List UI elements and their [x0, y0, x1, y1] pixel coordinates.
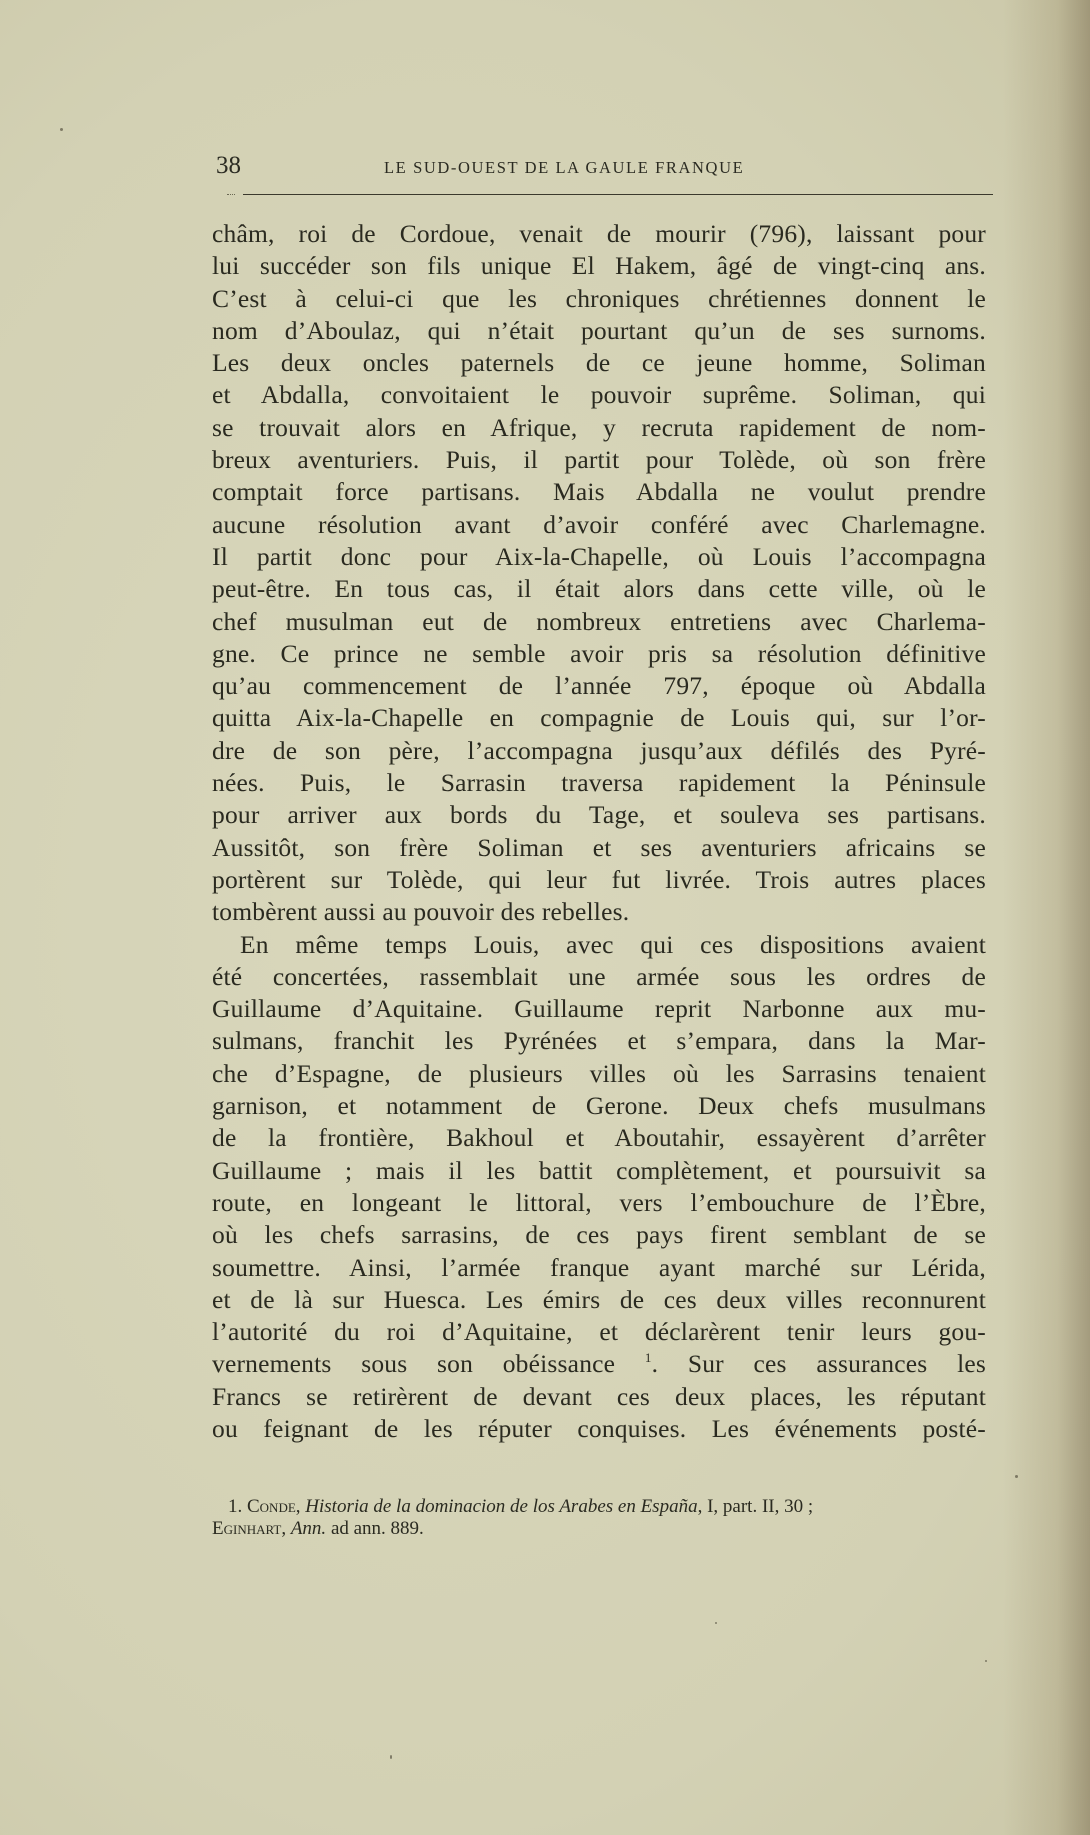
footnote-author: Eginhart: [212, 1518, 282, 1539]
footnote-title: Ann.: [290, 1518, 327, 1539]
text-line: breux aventuriers. Puis, il partit pour Tolède, où son frère: [212, 445, 986, 475]
text-line: nom d’Aboulaz, qui n’était pourtant qu’un de ses surnoms.: [212, 315, 986, 345]
body-text: [212, 218, 986, 1445]
text-line: châm, roi de Cordoue, venait de mourir (796), laissant pour: [212, 219, 986, 248]
footnote-number: 1.: [228, 1496, 243, 1517]
text-segment: vernements sous son obéissance: [212, 1349, 645, 1379]
text-segment: . Sur ces assurances les: [651, 1349, 986, 1379]
paper-speck: [985, 1660, 987, 1662]
text-line: soumettre. Ainsi, l’armée franque ayant marché sur Lérida,: [212, 1252, 986, 1282]
text-line: nées. Puis, le Sarrasin traversa rapidement la Péninsule: [212, 768, 986, 798]
text-line: C’est à celui-ci que les chroniques chrétiennes donnent le: [212, 283, 986, 313]
paper-speck: [715, 1622, 717, 1624]
running-head: [216, 152, 996, 186]
footnote-1-continued: Eginhart, Ann. ad ann. 889.: [212, 1518, 424, 1539]
footnote-author: Conde: [247, 1496, 296, 1517]
running-title: LE SUD-OUEST DE LA GAULE FRANQUE: [384, 158, 745, 177]
text-line: comptait force partisans. Mais Abdalla ne voulut prendre: [212, 477, 986, 507]
text-line: Guillaume d’Aquitaine. Guillaume reprit Narbonne aux mu-: [212, 994, 986, 1024]
text-line: chef musulman eut de nombreux entretiens avec Charlema-: [212, 606, 986, 636]
text-line: l’autorité du roi d’Aquitaine, et déclarèrent tenir leurs gou-: [212, 1317, 986, 1347]
footnote-title: Historia de la dominacion de los Arabes en España: [305, 1496, 698, 1517]
text-line: se trouvait alors en Afrique, y recruta rapidement de nom-: [212, 412, 986, 442]
text-line: Il partit donc pour Aix-la-Chapelle, où Louis l’accompagna: [212, 541, 986, 571]
page-number: 38: [216, 152, 241, 179]
footnote-1: 1. Conde, Historia de la dominacion de los Arabes en España, I, part. II, 30 ;: [228, 1496, 814, 1517]
paper-speck: [60, 128, 63, 131]
text-line: de la frontière, Bakhoul et Aboutahir, essayèrent d’arrêter: [212, 1123, 986, 1153]
text-line: Aussitôt, son frère Soliman et ses aventuriers africains se: [212, 832, 986, 862]
text-line: gne. Ce prince ne semble avoir pris sa résolution définitive: [212, 638, 986, 668]
text-line: che d’Espagne, de plusieurs villes où les Sarrasins tenaient: [212, 1058, 986, 1088]
footnote-citation: , I, part. II, 30 ;: [697, 1496, 814, 1517]
header-rule: [243, 194, 993, 195]
text-line: Les deux oncles paternels de ce jeune homme, Soliman: [212, 348, 986, 378]
text-line: été concertées, rassemblait une armée sous les ordres de: [212, 961, 986, 991]
text-line: lui succéder son fils unique El Hakem, âgé de vingt-cinq ans.: [212, 251, 986, 281]
text-line: pour arriver aux bords du Tage, et souleva ses partisans.: [212, 800, 986, 830]
footnote-citation: ad ann. 889.: [326, 1518, 424, 1539]
text-line: ou feignant de les réputer conquises. Les événements posté-: [212, 1413, 986, 1443]
text-line: peut-être. En tous cas, il était alors dans cette ville, où le: [212, 574, 986, 604]
text-line: aucune résolution avant d’avoir conféré avec Charlemagne.: [212, 509, 986, 539]
footnote-reference[interactable]: 1: [644, 1350, 652, 1366]
text-line: où les chefs sarrasins, de ces pays firent semblant de se: [212, 1220, 986, 1250]
text-line: En même temps Louis, avec qui ces dispositions avaient: [240, 929, 986, 959]
text-line: garnison, et notamment de Gerone. Deux chefs musulmans: [212, 1091, 986, 1121]
text-line: tombèrent aussi au pouvoir des rebelles.: [212, 897, 630, 927]
text-line: route, en longeant le littoral, vers l’embouchure de l’Èbre,: [212, 1187, 986, 1217]
paper-speck: [1015, 1475, 1018, 1478]
text-line: et Abdalla, convoitaient le pouvoir suprême. Soliman, qui: [212, 380, 986, 410]
text-line: Francs se retirèrent de devant ces deux places, les réputant: [212, 1381, 986, 1411]
text-line-with-footnote-ref: [212, 1348, 986, 1380]
text-line: dre de son père, l’accompagna jusqu’aux défilés des Pyré-: [212, 735, 986, 765]
footnotes: [212, 1496, 982, 1540]
paragraph-2: [212, 929, 986, 1446]
text-line: sulmans, franchit les Pyrénées et s’empara, dans la Mar-: [212, 1026, 986, 1056]
text-line: et de là sur Huesca. Les émirs de ces deux villes reconnurent: [212, 1284, 986, 1314]
text-line: Guillaume ; mais il les battit complètement, et poursuivit sa: [212, 1155, 986, 1185]
text-line: quitta Aix-la-Chapelle en compagnie de Louis qui, sur l’or-: [212, 703, 986, 733]
text-line: portèrent sur Tolède, qui leur fut livrée. Trois autres places: [212, 864, 986, 894]
text-line: qu’au commencement de l’année 797, époque où Abdalla: [212, 671, 986, 701]
paragraph-1: [212, 218, 986, 929]
header-rule-dots: [227, 194, 235, 195]
paper-speck: [390, 1755, 392, 1759]
